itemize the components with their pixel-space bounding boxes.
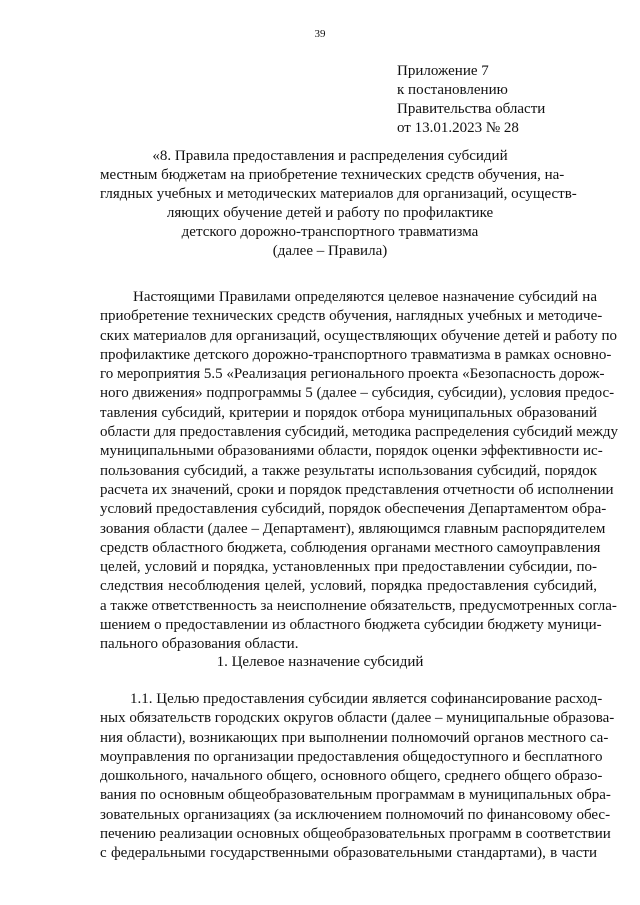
appendix-line: Правительства области <box>397 101 546 117</box>
title-line: детского дорожно-транспортного травматизма <box>181 224 479 240</box>
paragraph-line: Настоящими Правилами определяются целевое назначение субсидий на <box>100 289 597 305</box>
paragraph-line: зования области (далее – Департамент), являющимся главным распорядителем <box>100 520 606 537</box>
title-line: (далее – Правила) <box>272 243 388 259</box>
appendix-line: Приложение 7 <box>397 63 489 79</box>
paragraph-line: с федеральными государственными образовательными стандартами), в части <box>100 845 597 862</box>
title-line: глядных учебных и методических материалов для организаций, осуществ- <box>100 186 577 202</box>
paragraph-line: 1.1. Целью предоставления субсидии является софинансирование расход- <box>100 691 603 707</box>
paragraph-line: расчета их значений, сроки и порядок представления отчетности об исполнении <box>100 481 614 498</box>
paragraph-line: ния области), возникающих при выполнении полномочий органов местного са- <box>100 729 609 746</box>
document-title <box>100 147 577 261</box>
paragraph-line: го мероприятия 5.5 «Реализация регионального проекта «Безопасность дорож- <box>100 366 605 383</box>
paragraph-line: средств областного бюджета, соблюдения органами местного самоуправления <box>100 539 601 556</box>
paragraph-line: условий предоставления субсидий, порядок обеспечения Департаментом обра- <box>100 501 607 518</box>
paragraph-line: тавления субсидий, критерии и порядок отбора муниципальных образований <box>100 404 597 421</box>
intro-paragraph <box>100 288 619 655</box>
paragraph-line: вания по основным общеобразовательным программам в муниципальных обра- <box>100 787 611 804</box>
paragraph-line: целей, условий и порядка, установленных при предоставлении субсидии, по- <box>100 559 597 576</box>
title-line: местным бюджетам на приобретение технических средств обучения, на- <box>100 167 565 183</box>
paragraph-line: моуправления по организации предоставления общедоступного и бесплатного <box>100 748 603 765</box>
paragraph-line: приобретение технических средств обучения, наглядных учебных и методиче- <box>100 308 603 325</box>
paragraph-line: следствия несоблюдения целей, условий, порядка предоставления субсидий, <box>100 578 597 595</box>
paragraph-line: области для предоставления субсидий, методика распределения субсидий между <box>100 424 619 441</box>
title-line: «8. Правила предоставления и распределения субсидий <box>152 148 508 164</box>
paragraph-line: печению реализации основных общеобразовательных программ в соответствии <box>100 826 611 843</box>
page-number: 39 <box>314 28 326 40</box>
paragraph-line: зовательных организациях (за исключением полномочий по финансовому обес- <box>100 806 611 823</box>
paragraph-line: а также ответственность за неисполнение обязательств, предусмотренных согла- <box>100 597 617 614</box>
section-heading: 1. Целевое назначение субсидий <box>216 654 424 670</box>
paragraph-line: шением о предоставлении из областного бюджета субсидии бюджету муници- <box>100 617 602 634</box>
paragraph-line: пользования субсидий, а также результаты использования субсидий, порядок <box>100 462 597 479</box>
appendix-line: от 13.01.2023 № 28 <box>397 120 519 136</box>
appendix-header <box>397 62 545 138</box>
paragraph-line: ных обязательств городских округов области (далее – муниципальные образова- <box>100 710 615 727</box>
paragraph-line: профилактике детского дорожно-транспортного травматизма в рамках основно- <box>100 346 612 363</box>
section-paragraph <box>100 690 615 864</box>
paragraph-line: дошкольного, начального общего, основного общего, среднего общего образо- <box>100 768 603 785</box>
title-line: ляющих обучение детей и работу по профилактике <box>166 205 494 221</box>
paragraph-line: ских материалов для организаций, осуществляющих обучение детей и работу по <box>100 327 617 344</box>
appendix-line: к постановлению <box>397 82 508 98</box>
paragraph-line: ного движения» подпрограммы 5 (далее – субсидия, субсидии), условия предос- <box>100 385 615 402</box>
paragraph-line: муниципальными образованиями области, порядок оценки эффективности ис- <box>100 443 603 460</box>
paragraph-line: пального образования области. <box>100 636 299 653</box>
